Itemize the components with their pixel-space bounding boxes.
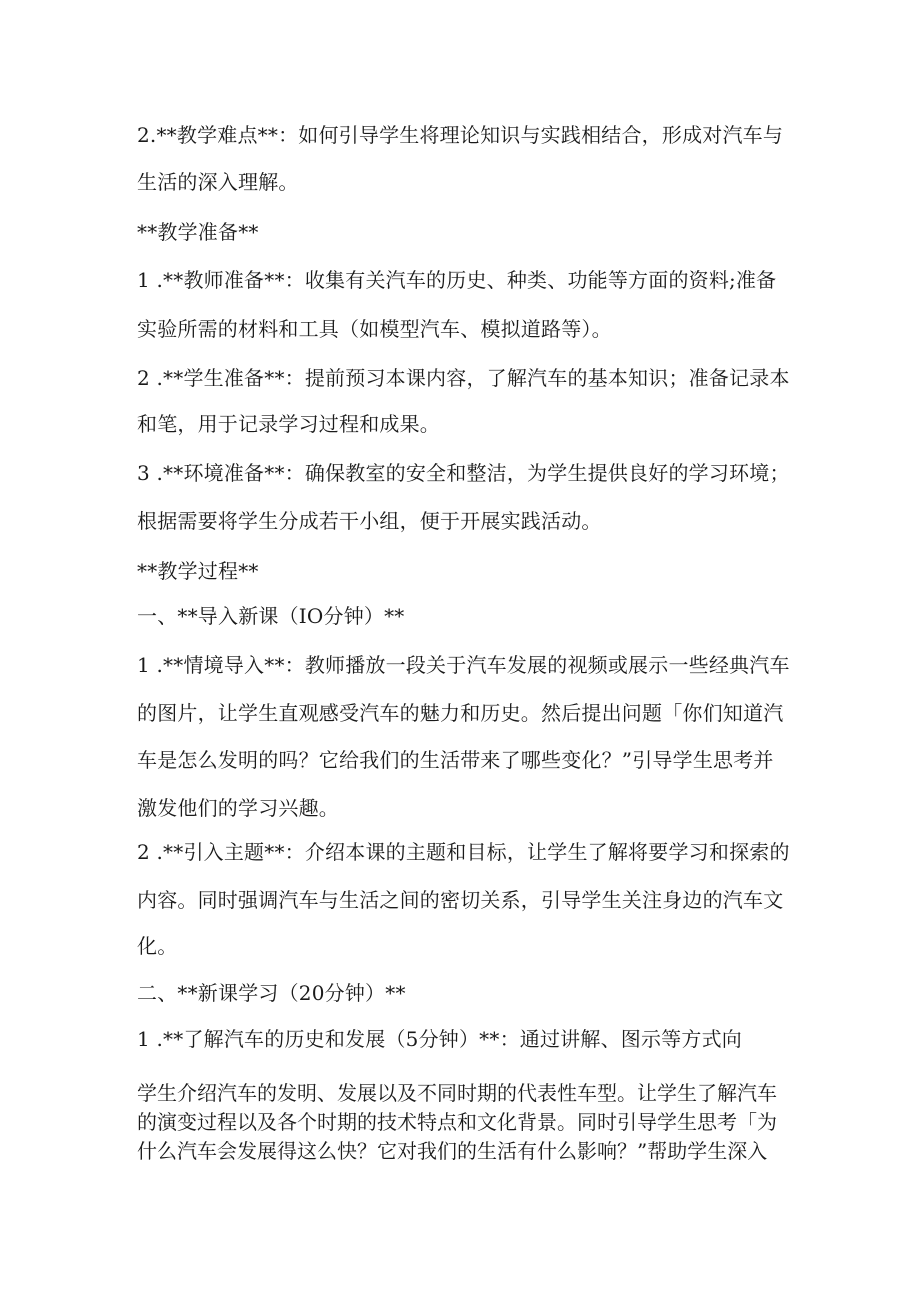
text-line: 激发他们的学习兴趣。 [137,796,339,820]
text-line: 的图片，让学生直观感受汽车的魅力和历史。然后提出问题「你们知道汽 [137,701,784,725]
text-line: 车是怎么发明的吗？它给我们的生活带来了哪些变化？”引导学生思考并 [137,748,774,772]
text-line: 什么汽车会发展得这么快？它对我们的生活有什么影响？”帮助学生深入 [137,1139,768,1163]
section-heading-process: **教学过程** [137,559,259,583]
text-line-history: 1 .**了解汽车的历史和发展（5分钟）**：通过讲解、图示等方式向 [137,1027,742,1051]
text-line: 和笔，用于记录学习过程和成果。 [137,412,440,436]
text-line-scenario-intro: 1 .**情境导入**：教师播放一段关于汽车发展的视频或展示一些经典汽车 [137,653,790,677]
text-line: 学生介绍汽车的发明、发展以及不同时期的代表性车型。让学生了解汽车 [137,1081,777,1105]
text-line: 生活的深入理解。 [137,170,299,194]
text-line: 内容。同时强调汽车与生活之间的密切关系，引导学生关注身边的汽车文 [137,888,784,912]
subsection-heading-intro: 一、**导入新课（IO分钟）** [137,604,405,628]
text-line-student-prep: 2 .**学生准备**：提前预习本课内容，了解汽车的基本知识；准备记录本 [137,366,790,390]
text-line: 化。 [137,934,178,958]
text-line-environment-prep: 3 .**环境准备**：确保教室的安全和整洁，为学生提供良好的学习环境； [137,461,790,485]
text-line: 实验所需的材料和工具（如模型汽车、模拟道路等）。 [137,317,612,341]
text-line-difficulty: 2.**教学难点**：如何引导学生将理论知识与实践相结合，形成对汽车与 [137,123,784,147]
text-line: 的演变过程以及各个时期的技术特点和文化背景。同时引导学生思考「为 [137,1110,777,1134]
text-line-topic-intro: 2 .**引入主题**：介绍本课的主题和目标，让学生了解将要学习和探索的 [137,840,790,864]
subsection-heading-new-lesson: 二、**新课学习（20分钟）** [137,981,406,1005]
section-heading-preparation: **教学准备** [137,220,259,244]
text-line-teacher-prep: 1 .**教师准备**：收集有关汽车的历史、种类、功能等方面的资料;准备 [137,268,777,292]
text-line: 根据需要将学生分成若干小组，便于开展实践活动。 [137,509,602,533]
